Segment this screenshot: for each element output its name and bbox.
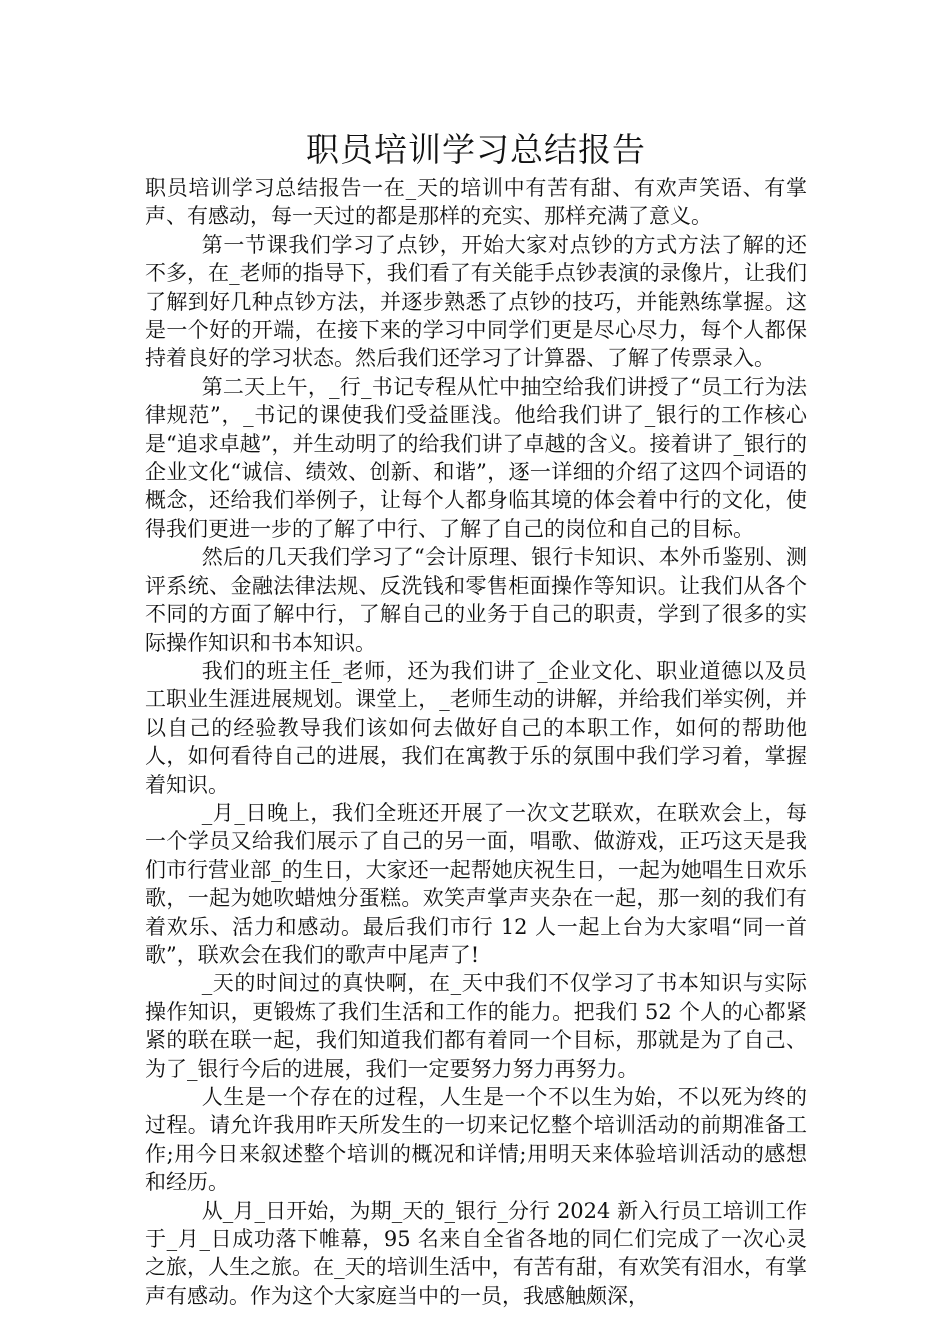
paragraph-time-passed: _天的时间过的真快啊，在_天中我们不仅学习了书本知识与实际操作知识，更锻炼了我们生活和工作的能力。把我们 52 个人的心都紧紧的联在联一起，我们知道我们都有着同一个目标，那就是为了自己、为了_银行今后的进展，我们一定要努力努力再努力。: [145, 971, 807, 1081]
paragraph-following-days: 然后的几天我们学习了“会计原理、银行卡知识、本外币鉴别、测评系统、金融法律法规、反洗钱和零售柜面操作等知识。让我们从各个不同的方面了解中行，了解自己的业务于自己的职责，学到了很多的实际操作知识和书本知识。: [145, 545, 807, 655]
paragraph-second-day: 第二天上午，_行_书记专程从忙中抽空给我们讲授了“员工行为法律规范”，_书记的课使我们受益匪浅。他给我们讲了_银行的工作核心是“追求卓越”，并生动明了的给我们讲了卓越的含义。接着讲了_银行的企业文化“诚信、绩效、创新、和谐”，逐一详细的介绍了这四个词语的概念，还给我们举例子，让每个人都身临其境的体会着中行的文化，使得我们更进一步的了解了中行、了解了自己的岗位和自己的目标。: [145, 374, 807, 541]
document-page: [145, 126, 807, 1310]
paragraph-life-process: 人生是一个存在的过程，人生是一个不以生为始，不以死为终的过程。请允许我用昨天所发生的一切来记忆整个培训活动的前期准备工作;用今日来叙述整个培训的概况和详情;用明天来体验培训活动的感想和经历。: [145, 1085, 807, 1195]
paragraph-cash-counting: 第一节课我们学习了点钞，开始大家对点钞的方式方法了解的还不多，在_老师的指导下，我们看了有关能手点钞表演的录像片，让我们了解到好几种点钞方法，并逐步熟悉了点钞的技巧，并能熟练掌握。这是一个好的开端，在接下来的学习中同学们更是尽心尽力，每个人都保持着良好的学习状态。然后我们还学习了计算器、了解了传票录入。: [145, 232, 807, 371]
paragraph-class-teacher: 我们的班主任_老师，还为我们讲了_企业文化、职业道德以及员工职业生涯进展规划。课堂上，_老师生动的讲解，并给我们举实例，并以自己的经验教导我们该如何去做好自己的本职工作，如何的帮助他人，如何看待自己的进展，我们在寓教于乐的氛围中我们学习着，掌握着知识。: [145, 658, 807, 797]
document-title: 职员培训学习总结报告: [306, 130, 646, 169]
paragraph-intro: 职员培训学习总结报告一在_天的培训中有苦有甜、有欢声笑语、有掌声、有感动，每一天过的都是那样的充实、那样充满了意义。: [145, 176, 807, 229]
paragraph-training-start: 从_月_日开始，为期_天的_银行_分行 2024 新入行员工培训工作于_月_日成功落下帷幕，95 名来自全省各地的同仁们完成了一次心灵之旅，人生之旅。在_天的培训生活中，有苦有甜，有欢笑有泪水，有掌声有感动。作为这个大家庭当中的一员，我感触颇深，: [145, 1198, 807, 1308]
paragraph-evening-party: _月_日晚上，我们全班还开展了一次文艺联欢，在联欢会上，每一个学员又给我们展示了自己的另一面，唱歌、做游戏，正巧这天是我们市行营业部_的生日，大家还一起帮她庆祝生日，一起为她唱生日欢乐歌，一起为她吹蜡烛分蛋糕。欢笑声掌声夹杂在一起，那一刻的我们有着欢乐、活力和感动。最后我们市行 12 人一起上台为大家唱“同一首歌”，联欢会在我们的歌声中尾声了!: [145, 800, 807, 967]
